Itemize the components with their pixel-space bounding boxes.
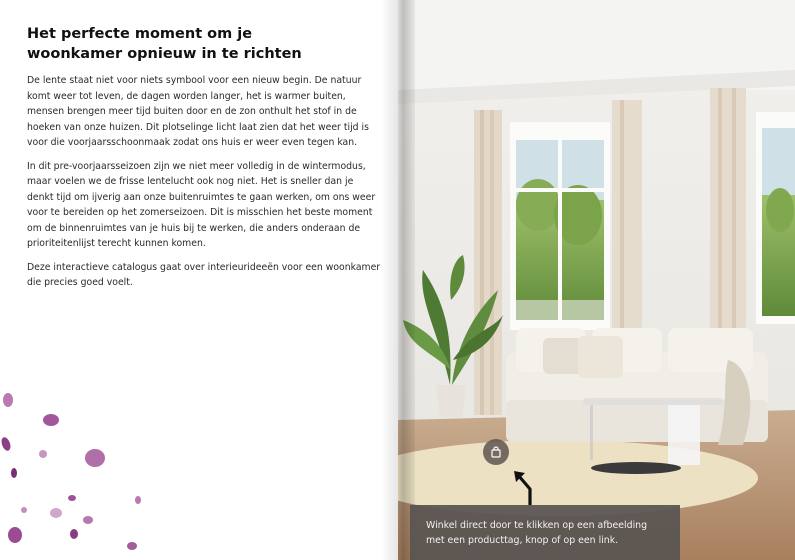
living-room-photo xyxy=(398,0,795,560)
paragraph-2: In dit pre-voorjaarsseizoen zijn we niet meer volledig in de wintermodus, maar voelen we de frisse lentelucht ook nog niet. Het is sneller dan je denkt tijd om ijverig aan onze buitenruimtes te gaan werken, om ons weer voor te bereiden op het zomerseizoen. Dit is misschien het beste moment om de binnenruimtes van je huis bij te werken, die anders onderaan de prioriteitenlijst terecht kunnen komen. xyxy=(27,160,376,249)
shopping-bag-icon xyxy=(490,446,502,458)
catalog-right-page xyxy=(398,0,795,560)
product-tag-button[interactable] xyxy=(483,439,509,465)
intro-text xyxy=(27,73,382,299)
book-spine-shadow xyxy=(381,0,415,560)
page-heading: Het perfecte moment om je woonkamer opnieuw in te richten xyxy=(27,26,302,62)
paragraph-1: De lente staat niet voor niets symbool voor een nieuw begin. De natuur komt weer tot leven, de dagen worden langer, het is warmer buiten, mensen brengen meer tijd buiten door en de zon onthult het stof in de hoeken van onze huizen. Dit plotselinge licht laat zien dat het weer tijd is voor die voorjaarsschoonmaak zodat ons huis er weer even tegen kan. xyxy=(27,75,369,148)
shopping-hint-tooltip: Winkel direct door te klikken op een afbeelding met een producttag, knop of op een link. xyxy=(410,505,680,560)
arrow-up-left-icon xyxy=(510,469,536,507)
purple-petals-decoration xyxy=(0,380,160,560)
paragraph-3: Deze interactieve catalogus gaat over interieurideeën voor een woonkamer die precies goed voelt. xyxy=(27,261,381,288)
